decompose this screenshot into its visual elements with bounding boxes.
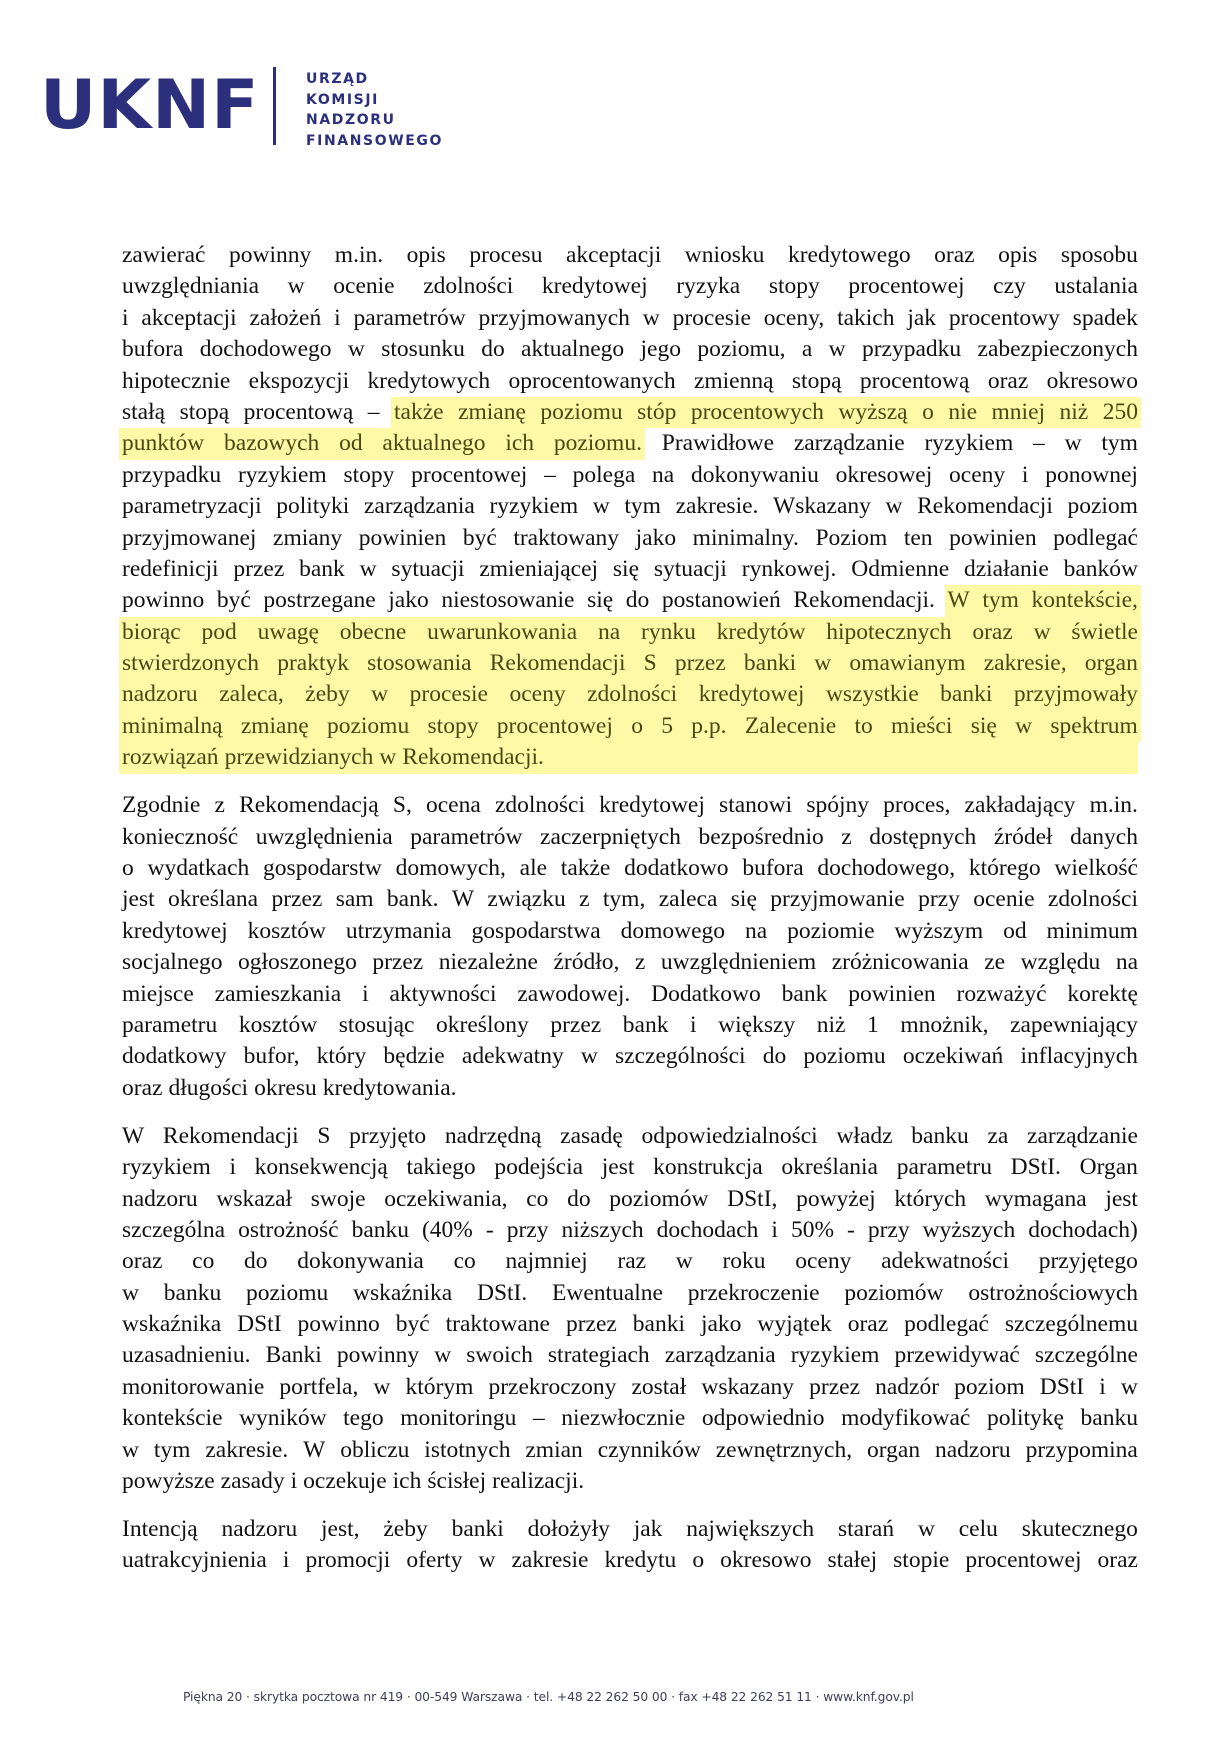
logo-subtitle-line: FINANSOWEGO xyxy=(306,132,444,149)
text-line: stałą stopą procentową – także zmianę poziomu stóp procentowych wyższą o nie mniej niż 250 xyxy=(122,397,1138,428)
text-line: i akceptacji założeń i parametrów przyjmowanych w procesie oceny, takich jak procentowy spadek xyxy=(122,304,1138,331)
paragraph xyxy=(122,1514,1138,1577)
text-line: punktów bazowych od aktualnego ich poziomu. Prawidłowe zarządzanie ryzykiem – w tym xyxy=(122,428,1138,459)
uknf-logo: UKNF xyxy=(40,66,260,145)
text-line: oraz co do dokonywania co najmniej raz w roku oceny adekwatności przyjętego xyxy=(122,1248,1138,1275)
text-line: powyższe zasady i oczekuje ich ścisłej realizacji. xyxy=(122,1468,585,1495)
text-line: stwierdzonych praktyk stosowania Rekomendacji S przez banki w omawianym zakresie, organ xyxy=(122,648,1138,679)
text-line: Intencją nadzoru jest, żeby banki dołożyły jak największych starań w celu skutecznego xyxy=(122,1516,1138,1543)
text-line: o wydatkach gospodarstw domowych, ale także dodatkowo bufora dochodowego, którego wielkość xyxy=(122,855,1138,882)
text-line: socjalnego ogłoszonego przez niezależne źródło, z uwzględnieniem zróżnicowania ze względu na xyxy=(122,949,1138,976)
logo-subtitle-line: KOMISJI xyxy=(306,91,379,108)
text-line: zawierać powinny m.in. opis procesu akceptacji wniosku kredytowego oraz opis sposobu xyxy=(122,242,1138,268)
text-line: hipotecznie ekspozycji kredytowych oprocentowanych zmienną stopą procentową oraz okresowo xyxy=(122,367,1138,394)
text-line: miejsce zamieszkania i aktywności zawodowej. Dodatkowo bank powinien rozważyć korektę xyxy=(122,980,1138,1007)
text-line: nadzoru zaleca, żeby w procesie oceny zdolności kredytowej wszystkie banki przyjmowały xyxy=(122,679,1138,710)
page-footer: Piękna 20 · skrytka pocztowa nr 419 · 00-549 Warszawa · tel. +48 22 262 50 00 · fax +48 22 262 51 11 · www.knf.gov.pl xyxy=(183,1690,914,1704)
text-line: biorąc pod uwagę obecne uwarunkowania na rynku kredytów hipotecznych oraz w świetle xyxy=(122,617,1138,648)
text-line: kontekście wyników tego monitoringu – niezwłocznie odpowiednio modyfikować politykę banku xyxy=(122,1405,1138,1432)
text-line: Zgodnie z Rekomendacją S, ocena zdolności kredytowej stanowi spójny proces, zakładający m.in. xyxy=(122,792,1138,819)
text-line: szczególna ostrożność banku (40% - przy niższych dochodach i 50% - przy wyższych dochodach) xyxy=(122,1216,1138,1243)
text-line: w tym zakresie. W obliczu istotnych zmian czynników zewnętrznych, organ nadzoru przypomina xyxy=(122,1436,1138,1463)
text-line: nadzoru wskazał swoje oczekiwania, co do poziomów DStI, powyżej których wymagana jest xyxy=(122,1185,1138,1212)
text-line: bufora dochodowego w stosunku do aktualnego jego poziomu, a w przypadku zabezpieczonych xyxy=(122,336,1138,363)
text-line: minimalną zmianę poziomu stopy procentowej o 5 p.p. Zalecenie to mieści się w spektrum xyxy=(122,711,1138,742)
text-line: konieczność uwzględnienia parametrów zaczerpniętych bezpośrednio z dostępnych źródeł danych xyxy=(122,823,1138,850)
text-line: uwzględniania w ocenie zdolności kredytowej ryzyka stopy procentowej czy ustalania xyxy=(122,273,1138,300)
text-line: parametryzacji polityki zarządzania ryzykiem w tym zakresie. Wskazany w Rekomendacji poziom xyxy=(122,493,1138,520)
text-line: uatrakcyjnienia i promocji oferty w zakresie kredytu o okresowo stałej stopie procentowej oraz xyxy=(122,1547,1138,1574)
paragraph xyxy=(122,790,1138,1104)
text-line: przypadku ryzykiem stopy procentowej – polega na dokonywaniu okresowej oceny i ponownej xyxy=(122,461,1138,488)
text-line: kredytowej kosztów utrzymania gospodarstwa domowego na poziomie wyższym od minimum xyxy=(122,917,1138,944)
logo-subtitle xyxy=(306,69,443,151)
text-line: rozwiązań przewidzianych w Rekomendacji. xyxy=(122,742,1138,773)
paragraph xyxy=(122,1121,1138,1498)
logo-divider xyxy=(273,67,276,145)
logo-subtitle-line: URZĄD xyxy=(306,71,369,87)
paragraph xyxy=(122,240,1138,774)
text-line: uzasadnieniu. Banki powinny w swoich strategiach zarządzania ryzykiem przewidywać szczególne xyxy=(122,1342,1138,1369)
text-line: wskaźnika DStI powinno być traktowane przez banki jako wyjątek oraz podlegać szczególnemu xyxy=(122,1311,1138,1338)
text-line: w banku poziomu wskaźnika DStI. Ewentualne przekroczenie poziomów ostrożnościowych xyxy=(122,1279,1138,1306)
logo-subtitle-line: NADZORU xyxy=(306,112,396,129)
text-line: dodatkowy bufor, który będzie adekwatny w szczególności do poziomu oczekiwań inflacyjnych xyxy=(122,1043,1138,1070)
text-line: W Rekomendacji S przyjęto nadrzędną zasadę odpowiedzialności władz banku za zarządzanie xyxy=(122,1122,1138,1149)
text-line: redefinicji przez bank w sytuacji zmieniającej się sytuacji rynkowej. Odmienne działanie banków xyxy=(122,555,1138,582)
text-line: powinno być postrzegane jako niestosowanie się do postanowień Rekomendacji. W tym kontekście, xyxy=(122,585,1138,616)
text-line: parametru kosztów stosując określony przez bank i większy niż 1 mnożnik, zapewniający xyxy=(122,1011,1138,1038)
text-line: ryzykiem i konsekwencją takiego podejścia jest konstrukcja określania parametru DStI. Organ xyxy=(122,1154,1138,1181)
text-line: monitorowanie portfela, w którym przekroczony został wskazany przez nadzór poziom DStI i w xyxy=(122,1373,1138,1400)
text-line: jest określana przez sam bank. W związku z tym, zaleca się przyjmowanie przy ocenie zdolności xyxy=(122,886,1138,913)
document-body xyxy=(122,240,1138,1593)
text-line: przyjmowanej zmiany powinien być traktowany jako minimalny. Poziom ten powinien podlegać xyxy=(122,524,1138,551)
text-line: oraz długości okresu kredytowania. xyxy=(122,1074,457,1101)
